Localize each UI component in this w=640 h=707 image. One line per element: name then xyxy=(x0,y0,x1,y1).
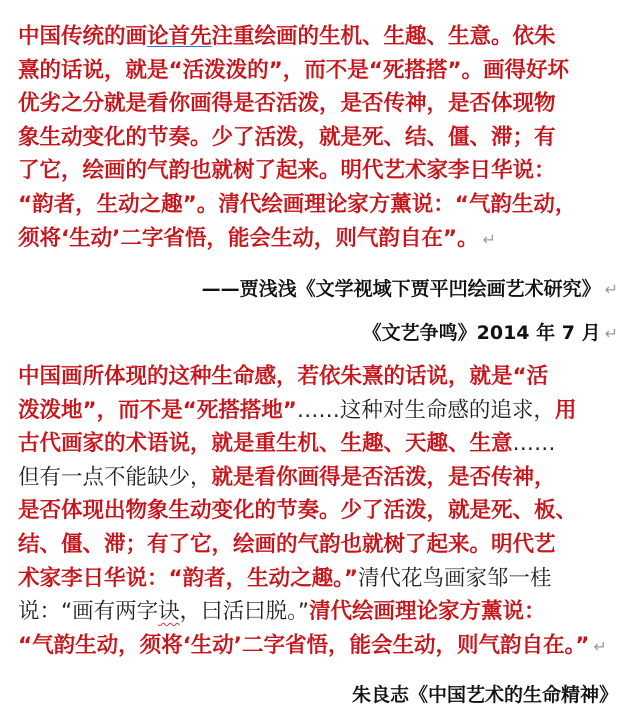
plain-text: …… xyxy=(512,431,556,457)
citation-text: ——贾浅浅《文学视域下贾平凹绘画艺术研究》 xyxy=(201,278,601,300)
quote-paragraph-2 xyxy=(18,360,626,663)
quote-paragraph-1 xyxy=(18,20,626,256)
paragraph-mark-icon: ↵ xyxy=(482,229,496,249)
text-line: 注重绘画的生机、生趣、生意。依朱 xyxy=(211,24,556,49)
text-line: 了它，绘画的气韵也就树了起来。明代艺术家李日华说： xyxy=(18,158,556,184)
text-line: 象生动变化的节奏。少了活泼，就是死、结、僵、滞；有 xyxy=(18,124,556,150)
text-line: 术家李日华说：“韵者，生动之趣。” xyxy=(18,565,359,591)
paragraph-mark-icon: ↵ xyxy=(604,280,618,299)
text-line: 用 xyxy=(554,397,577,423)
text-line: 熹的话说，就是“活泼泼的”，而不是“死搭搭”。画得好坏 xyxy=(18,57,570,83)
citation-text: 《文艺争鸣》2014 年 7 月 xyxy=(362,322,601,344)
text-line: 古代画家的术语说，就是重生机、生趣、天趣、生意 xyxy=(18,431,513,457)
source-citation-book xyxy=(352,680,618,707)
text-line: 泼泼地”，而不是“死搭搭地” xyxy=(18,397,297,423)
underlined-text: 论首先 xyxy=(147,24,212,49)
text-line: 清代绘画理论家方薰说： xyxy=(309,599,546,625)
plain-text: ……这种对生命感的追求， xyxy=(296,397,555,423)
paragraph-mark-icon: ↵ xyxy=(604,324,618,343)
plain-text: 说：“画有两字 xyxy=(18,599,159,625)
text-line: 优劣之分就是看你画得是否活泼，是否传神，是否体现物 xyxy=(18,91,556,117)
text-line: 中国传统的画 xyxy=(18,24,148,49)
spellcheck-underlined-text: 诀 xyxy=(158,599,180,625)
plain-text: 但有一点不能缺少， xyxy=(18,464,212,490)
text-line: 就是看你画得是否活泼，是否传神， xyxy=(211,464,556,490)
source-citation-author xyxy=(202,274,618,301)
plain-text: ，曰活曰脱。” xyxy=(179,599,310,625)
text-line: “韵者，生动之趣”。清代绘画理论家方薰说：“气韵生动， xyxy=(18,191,577,217)
text-line: 须将‘生动’二字省悟，能会生动，则气韵自在”。 xyxy=(18,225,479,251)
text-line: 结、僵、滞；有了它，绘画的气韵也就树了起来。明代艺 xyxy=(18,531,556,557)
source-citation-journal xyxy=(363,318,618,345)
plain-text: 清代花鸟画家邹一桂 xyxy=(358,565,552,591)
text-line: 是否体现出物象生动变化的节奏。少了活泼，就是死、板、 xyxy=(18,498,578,524)
paragraph-mark-icon: ↵ xyxy=(593,636,607,656)
citation-text: 朱良志《中国艺术的生命精神》 xyxy=(351,684,618,706)
text-line: 中国画所体现的这种生命感，若依朱熹的话说，就是“活 xyxy=(18,364,549,389)
text-line: “气韵生动，须将‘生动’二字省悟，能会生动，则气韵自在。” xyxy=(18,632,590,658)
